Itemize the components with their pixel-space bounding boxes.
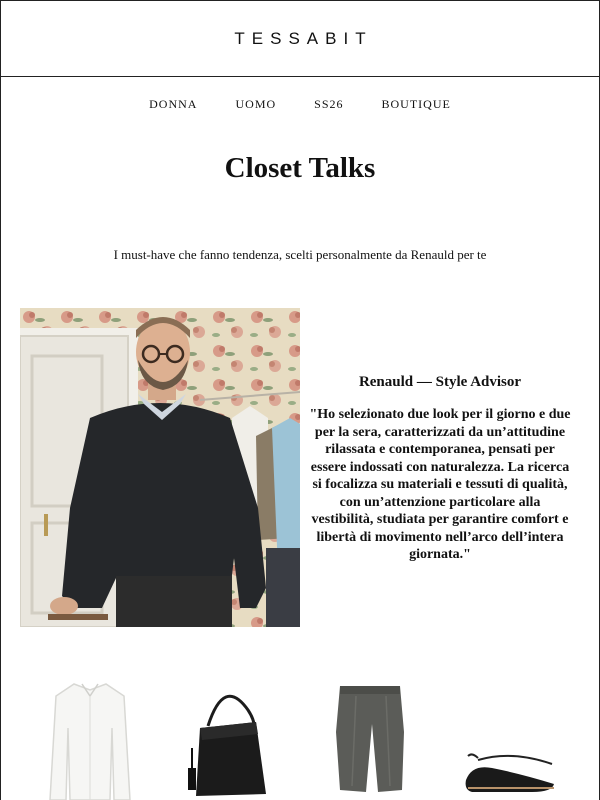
- product-black-bag[interactable]: [186, 682, 272, 800]
- advisor-quote-block: [300, 374, 580, 564]
- page-subtitle: I must-have che fanno tendenza, scelti personalmente da Renauld per te: [113, 247, 487, 262]
- black-flat-shoe-icon: [462, 750, 558, 796]
- advisor-quote: "Ho selezionato due look per il giorno e due per la sera, caratterizzati da un’attitudine rilassata e contemporanea, pensati per essere indossati con naturalezza. La ricerca si focalizza su materiali e tessuti di qualità, con un’attenzione particolare alla vestibilità, studiata per garantire comfort e libertà di movimento nell’arco dell’intera giornata.": [309, 407, 571, 562]
- nav-item-ss26[interactable]: SS26: [314, 97, 344, 111]
- nav-item-boutique[interactable]: BOUTIQUE: [381, 97, 451, 111]
- grey-trousers-icon: [330, 682, 410, 796]
- nav-item-donna[interactable]: DONNA: [149, 97, 198, 111]
- brand-logo[interactable]: TESSABIT: [234, 28, 373, 48]
- white-shirt-icon: [44, 678, 136, 800]
- nav-item-uomo[interactable]: UOMO: [235, 97, 277, 111]
- main-nav: [0, 97, 600, 112]
- advisor-portrait: [20, 308, 300, 627]
- header: [0, 0, 600, 77]
- product-row: [0, 672, 600, 800]
- product-black-shoe[interactable]: [462, 750, 558, 800]
- black-bag-icon: [186, 682, 272, 800]
- product-white-shirt[interactable]: [44, 678, 136, 800]
- product-grey-trousers[interactable]: [330, 682, 410, 800]
- advisor-name: Renauld — Style Advisor: [358, 374, 522, 390]
- page-title: Closet Talks: [224, 152, 376, 184]
